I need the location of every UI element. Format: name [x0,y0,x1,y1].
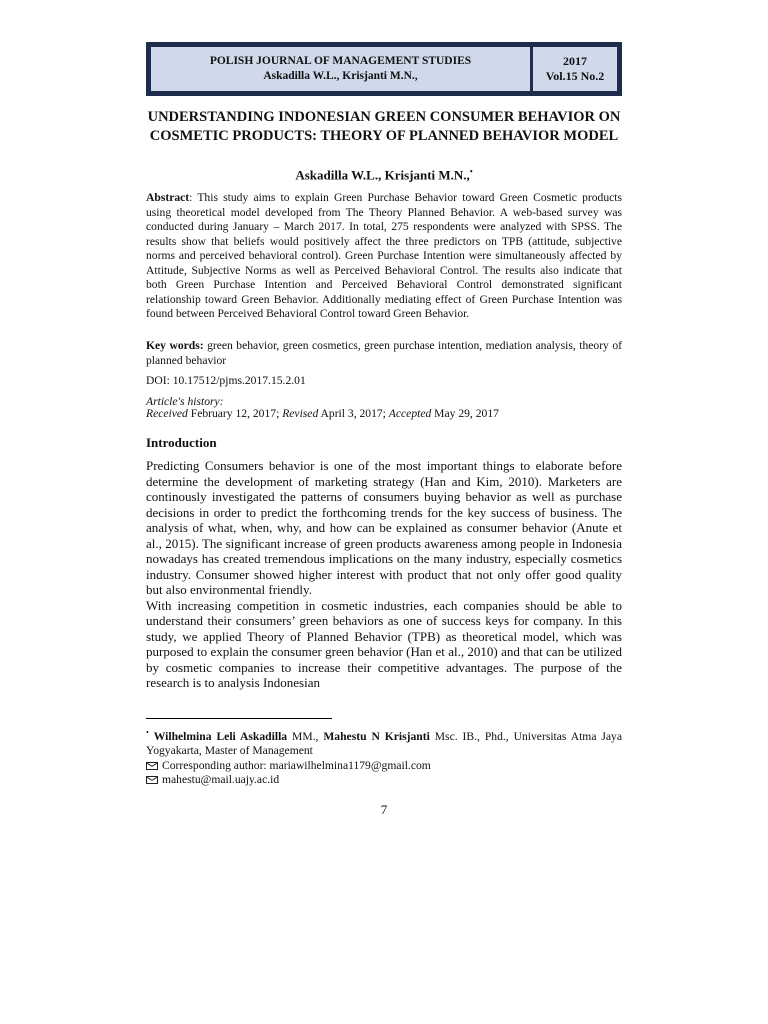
paper-authors [146,167,622,183]
accepted-label: Accepted [388,407,432,420]
footnote-author1: Wilhelmina Leli Askadilla [153,729,288,743]
corresponding-email: Corresponding author: mariawilhelmina1179@gmail.com [162,758,431,772]
page-number: 7 [380,802,388,817]
footnote-divider [146,718,332,719]
keywords [146,339,622,368]
footnote-email2 [146,773,622,788]
intro-paragraph-1: Predicting Consumers behavior is one of the most important things to elaborate before determine the development of marketing strategy (Han and Kim, 2010). Marketers are continously investigated the patterns of consumers buying behavior as well as purchase decisions in order to predict the forthcoming trends for the key success of business. The analysis of what, when, why, and how can be explained as consumer behavior (Anute et al., 2015). The significant increase of green products awareness among people in Indonesia nowadays has created tremendous implications on the many industry, especially cosmetics industry. Consumer showed higher interest with product that not only offer good quality but also environmental friendly. [146,458,622,597]
abstract [146,191,622,322]
abstract-text: : This study aims to explain Green Purchase Behavior toward Green Cosmetic products using theoretical model developed from The Theory Planned Behavior. A web-based survey was conducted during January – March 2017. In total, 275 respondents were analyzed with SPSS. The results show that beliefs would positively affect the three predictors on TPB (attitude, subjective norms and perceived behavioral control). Green Purchase Intention were simultaneously affected by Attitude, Subjective Norms as well as Perceived Behavioral Control. The results also indicate that both Green Purchase Intention and Perceived Behavioral Control demonstrated significant relationship toward Green Behavior. Additionally mediating effect of Green Purchase Intention was found between Perceived Behavioral Control toward Green Behavior. [146,191,622,320]
second-email: mahestu@mail.uajy.ac.id [162,773,280,787]
keywords-text: green behavior, green cosmetics, green purchase intention, mediation analysis, theory of planned behavior [146,339,622,367]
footnotes [146,726,622,788]
introduction-body [146,458,622,691]
journal-year: 2017 [563,54,587,68]
journal-header [146,42,622,96]
accepted-date: May 29, 2017 [431,407,499,420]
journal-volume: Vol.15 No.2 [545,69,605,83]
intro-paragraph-2: With increasing competition in cosmetic industries, each companies should be able to understand their consumers’ green behaviors as one of success keys for company. In this study, we applied Theory of Planned Behavior (TPB) as theoretical model, which was purposed to explain the consumer green behavior (Han et al., 2010) and that can be utilized by cosmetic companies to increase their competitive advantages. The purpose of the research is to analysis Indonesian [146,597,622,690]
author-footnote-marker: • [469,167,473,176]
journal-header-left [151,47,530,91]
history-label: Article's history: [146,395,224,408]
doi: DOI: 10.17512/pjms.2017.15.2.01 [146,374,306,387]
received-label: Received [146,407,188,420]
article-history [146,407,499,420]
abstract-label: Abstract [146,191,190,204]
footnote-author2: Mahestu N Krisjanti [323,729,430,743]
revised-label: Revised [282,407,319,420]
footnote-marker: • [146,728,149,737]
journal-name: POLISH JOURNAL OF MANAGEMENT STUDIES [209,55,472,67]
footnote-affiliation: Msc. IB., Phd., Universitas Atma Jaya Yogyakarta, Master of Management [146,729,622,758]
journal-header-right [533,47,617,91]
envelope-icon [146,776,158,784]
paper-title: UNDERSTANDING INDONESIAN GREEN CONSUMER BEHAVIOR ON COSMETIC PRODUCTS: THEORY OF PLANNED BEHAVIOR MODEL [147,109,621,144]
revised-date: April 3, 2017; [318,407,389,420]
envelope-icon [146,762,158,770]
header-authors: Askadilla W.L., Krisjanti M.N., [263,70,418,82]
received-date: February 12, 2017; [187,407,283,420]
footnote-author1-degree: MM., [287,729,324,743]
footnote-corresponding [146,759,622,774]
keywords-label: Key words: [146,339,204,352]
introduction-heading: Introduction [146,435,217,450]
footnote-authors [146,726,622,759]
author-names: Askadilla W.L., Krisjanti M.N., [295,167,470,183]
